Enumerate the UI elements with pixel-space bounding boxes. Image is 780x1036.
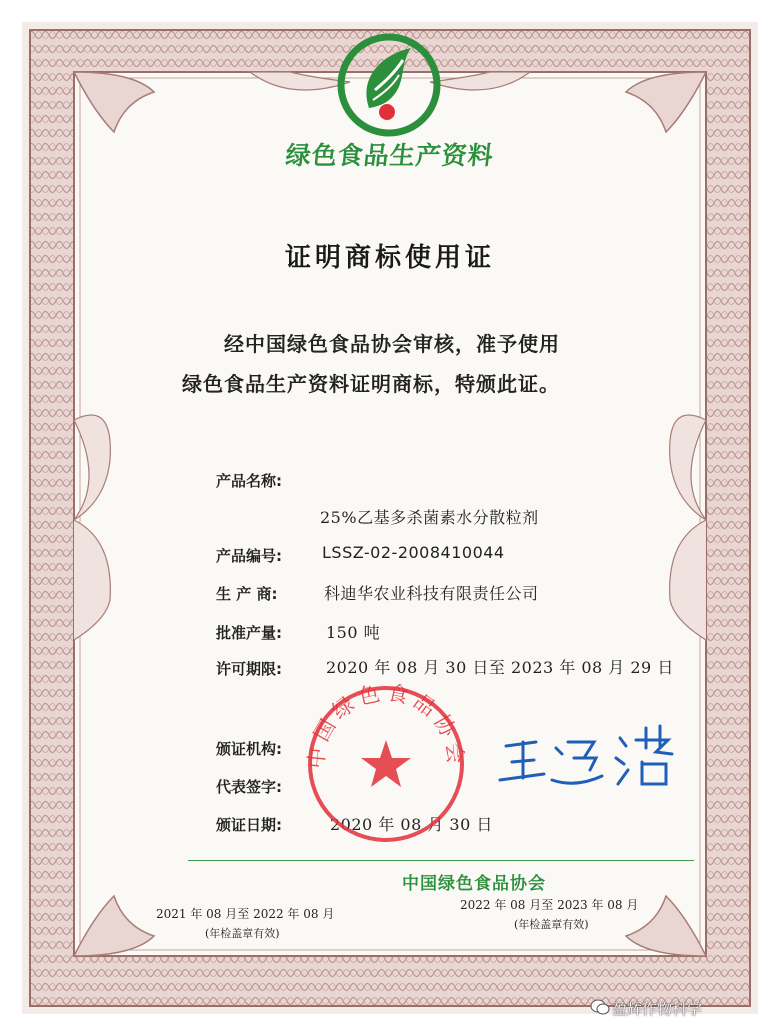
product-name-label: 产品名称: [216, 472, 282, 490]
official-seal [304, 682, 468, 846]
license-period-label: 许可期限: [216, 660, 282, 678]
handwritten-signature [496, 718, 686, 798]
association-name: 中国绿色食品协会 [402, 874, 546, 894]
annual-period-1: 2021 年 08 月至 2022 年 08 月 [156, 907, 335, 921]
issuer-label: 颁证机构: [216, 740, 282, 758]
intro-line-1: 经中国绿色食品协会审核，准予使用 [224, 332, 560, 356]
logo-text: 绿色食品生产资料 [284, 141, 496, 170]
license-period-value: 2020 年 08 月 30 日至 2023 年 08 月 29 日 [326, 658, 674, 677]
certificate-title: 证明商标使用证 [284, 243, 495, 273]
issue-date-label: 颁证日期: [216, 816, 282, 834]
annual-period-1-note: (年检盖章有效) [205, 927, 280, 940]
manufacturer-value: 科迪华农业科技有限责任公司 [324, 584, 539, 603]
approved-output-value: 150 吨 [326, 623, 381, 642]
wechat-icon [590, 998, 610, 1016]
product-code-value: LSSZ-02-2008410044 [322, 543, 505, 562]
footer-divider [188, 860, 694, 861]
product-name-value: 25%乙基多杀菌素水分散粒剂 [320, 508, 539, 527]
issue-date-value: 2020 年 08 月 30 日 [330, 815, 493, 834]
product-code-label: 产品编号: [216, 547, 282, 565]
approved-output-label: 批准产量: [216, 624, 282, 642]
green-leaf-logo [329, 30, 449, 140]
annual-period-2-note: (年检盖章有效) [514, 918, 589, 931]
watermark-text: 盈辉作物科学 [612, 1000, 703, 1018]
representative-label: 代表签字: [216, 778, 282, 796]
intro-line-2: 绿色食品生产资料证明商标，特颁此证。 [182, 372, 560, 396]
manufacturer-label: 生 产 商: [216, 585, 278, 603]
annual-period-2: 2022 年 08 月至 2023 年 08 月 [460, 898, 639, 912]
seal-text: 中国绿色食品协会 [304, 682, 468, 770]
